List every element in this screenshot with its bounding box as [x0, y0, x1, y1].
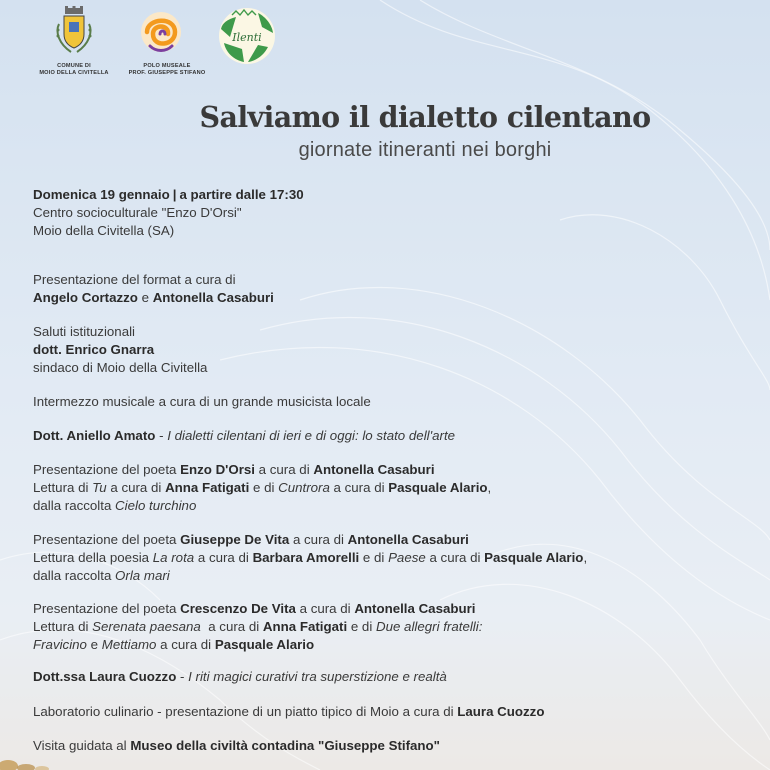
work-title: Mettiamo: [101, 637, 157, 652]
format-curators: [33, 289, 274, 307]
format-intro: Presentazione del format a cura di: [33, 272, 236, 287]
poet-name: Giuseppe De Vita: [180, 532, 290, 547]
reader-name: Pasquale Alario: [214, 637, 315, 652]
curator-name: Angelo Cortazzo: [33, 290, 138, 305]
saluti-label: Saluti istituzionali: [33, 324, 135, 339]
text: e di: [347, 619, 376, 634]
program-format: [33, 271, 274, 307]
program-amato: [33, 427, 455, 445]
text: Presentazione del poeta: [33, 532, 181, 547]
dash: -: [176, 669, 189, 684]
reader-name: Anna Fatigati: [165, 480, 250, 495]
work-title: Paese: [388, 550, 426, 565]
museum-name: Museo della civiltà contadina "Giuseppe Stifano": [130, 738, 440, 753]
dash: -: [155, 428, 168, 443]
text: a cura di: [194, 550, 253, 565]
text: e: [86, 637, 102, 652]
text: Presentazione del poeta: [33, 462, 181, 477]
polo-museale-logo: [138, 6, 184, 62]
work-title: Serenata paesana: [92, 619, 201, 634]
program-visita: [33, 737, 440, 755]
talk-topic: I dialetti cilentani di ieri e di oggi: lo stato dell'arte: [167, 428, 456, 443]
text: Visita guidata al: [33, 738, 131, 753]
book-title: Orla mari: [115, 568, 170, 583]
work-title: Tu: [92, 480, 107, 495]
event-separator: |: [172, 187, 177, 202]
text: a cura di: [295, 601, 355, 616]
program-dorsi: [33, 461, 491, 515]
program-intermezzo: [33, 393, 371, 411]
program-cuozzo: [33, 668, 447, 686]
comune-coat-of-arms-logo: [53, 6, 95, 60]
event-info: [33, 186, 304, 240]
program-devita-giuseppe: [33, 531, 587, 585]
program-laboratorio: [33, 703, 544, 721]
book-title: Cielo turchino: [115, 498, 197, 513]
text: a cura di: [156, 637, 215, 652]
program-saluti: [33, 323, 207, 377]
event-date-time-line: [33, 186, 304, 204]
ilenti-round-logo: [218, 7, 276, 65]
text: a cura di: [200, 619, 263, 634]
text: a cura di: [329, 480, 389, 495]
work-title: Due allegri fratelli:: [375, 619, 483, 634]
event-town: Moio della Civitella (SA): [33, 223, 175, 238]
curator-name: Antonella Casaburi: [347, 532, 469, 547]
text: a cura di: [106, 480, 166, 495]
program-devita-crescenzo: [33, 600, 482, 654]
text: dalla raccolta: [33, 498, 116, 513]
text: e di: [359, 550, 389, 565]
host-name: Laura Cuozzo: [457, 704, 545, 719]
reader-name: Pasquale Alario: [388, 480, 488, 495]
curator-name: Antonella Casaburi: [152, 290, 274, 305]
text: Lettura di: [33, 480, 93, 495]
work-title: Fravicino: [33, 637, 87, 652]
ilenti-script-text: Ilenti: [232, 31, 262, 44]
page-title: Salviamo il dialetto cilentano: [199, 100, 651, 134]
text: Lettura della poesia: [33, 550, 153, 565]
comune-logo-caption: COMUNE DI MOIO DELLA CIVITELLA: [39, 63, 109, 76]
reader-name: Barbara Amorelli: [252, 550, 360, 565]
text: Lettura di: [33, 619, 93, 634]
page-subtitle: giornate itineranti nei borghi: [298, 139, 552, 161]
text: a cura di: [289, 532, 348, 547]
text: a cura di: [425, 550, 485, 565]
event-date: Domenica 19 gennaio: [33, 187, 170, 202]
event-venue: Centro socioculturale "Enzo D'Orsi": [33, 205, 242, 220]
speaker-name: Dott. Aniello Amato: [33, 428, 156, 443]
reader-name: Pasquale Alario: [484, 550, 584, 565]
text: Laboratorio culinario - presentazione di un piatto tipico di Moio a cura di: [33, 704, 458, 719]
poet-name: Crescenzo De Vita: [180, 601, 296, 616]
work-title: Cuntrora: [278, 480, 330, 495]
text: Presentazione del poeta: [33, 601, 181, 616]
saluti-name: dott. Enrico Gnarra: [33, 342, 155, 357]
text: ,: [487, 480, 492, 495]
speaker-name: Dott.ssa Laura Cuozzo: [33, 669, 177, 684]
saluti-role: sindaco di Moio della Civitella: [33, 360, 208, 375]
polo-museale-logo-caption: POLO MUSEALE PROF. GIUSEPPE STIFANO: [128, 63, 206, 76]
talk-topic: I riti magici curativi tra superstizione e realtà: [188, 669, 447, 684]
text: ,: [583, 550, 588, 565]
event-time: a partire dalle 17:30: [179, 187, 304, 202]
poet-name: Enzo D'Orsi: [180, 462, 255, 477]
work-title: La rota: [152, 550, 195, 565]
conjunction: e: [137, 290, 153, 305]
curator-name: Antonella Casaburi: [354, 601, 476, 616]
intermezzo-text: Intermezzo musicale a cura di un grande musicista locale: [33, 394, 371, 409]
text: e di: [249, 480, 279, 495]
curator-name: Antonella Casaburi: [313, 462, 435, 477]
text: dalla raccolta: [33, 568, 116, 583]
text: a cura di: [254, 462, 314, 477]
reader-name: Anna Fatigati: [262, 619, 348, 634]
